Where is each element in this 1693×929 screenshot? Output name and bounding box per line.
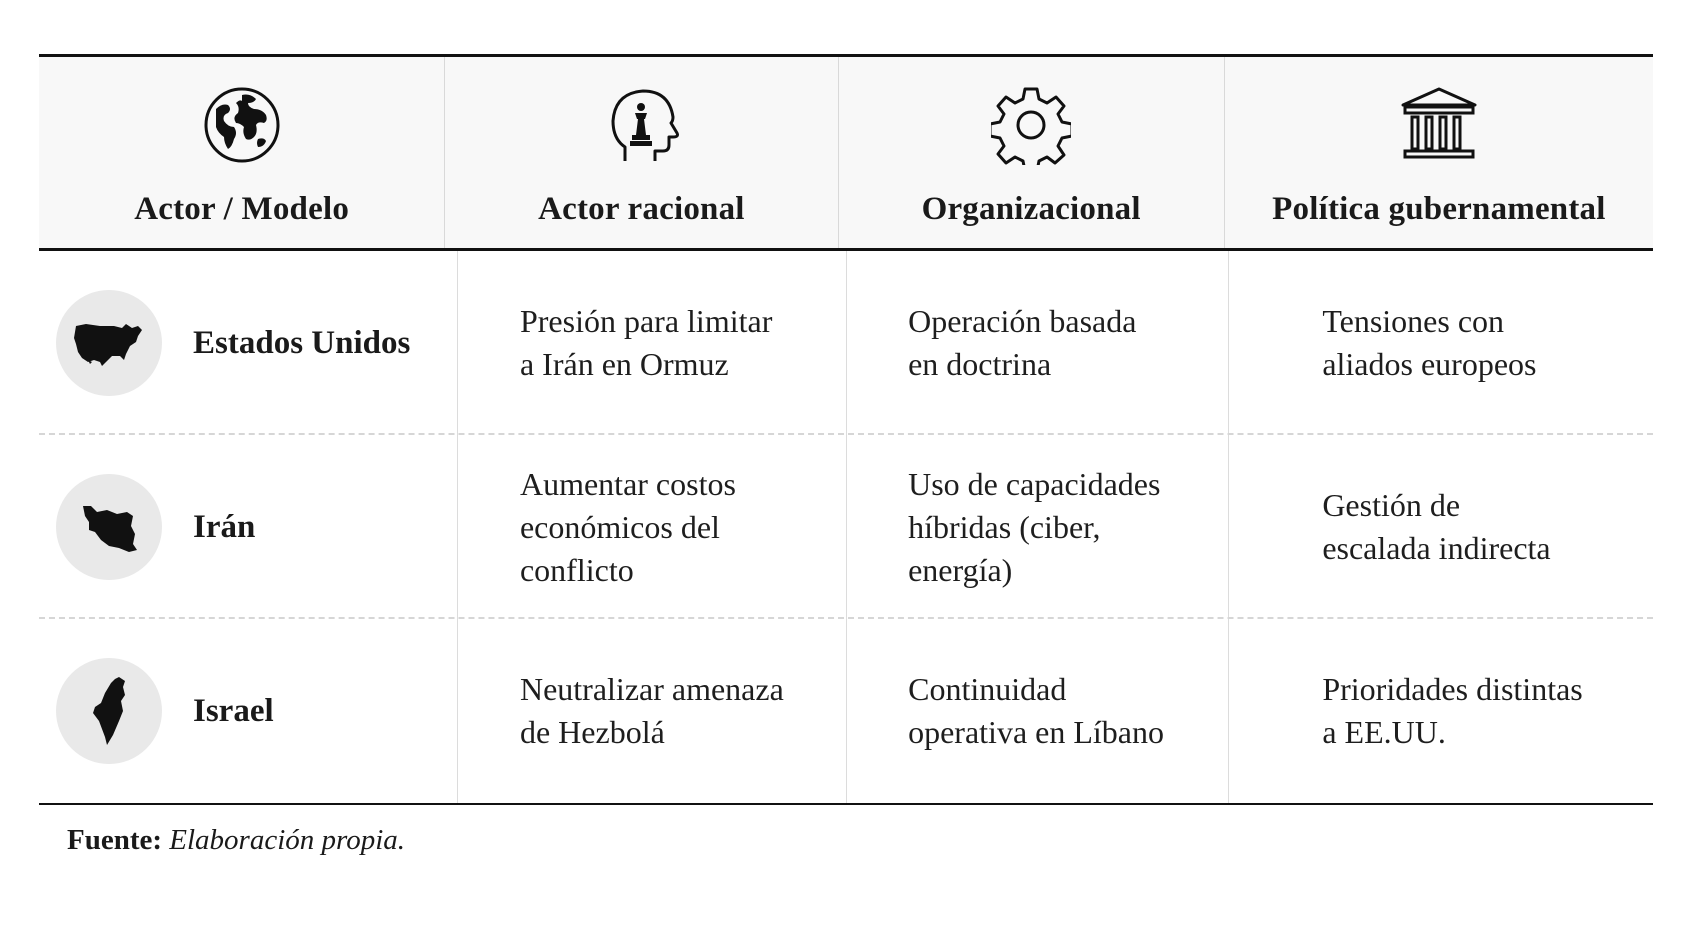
table-row (39, 435, 1653, 619)
governmental-cell (1229, 251, 1653, 435)
actor-name: Irán (193, 508, 256, 545)
actor-cell (39, 435, 458, 619)
cell-text (458, 300, 772, 386)
head-chess-icon (601, 85, 681, 165)
source-text: Elaboración propia. (169, 824, 406, 856)
actor-cell (39, 251, 458, 435)
cell-text (847, 668, 1164, 754)
header-label: Actor / Modelo (134, 191, 350, 227)
organizational-cell (847, 619, 1229, 803)
cell-line: Uso de capacidades (908, 465, 1161, 502)
gear-icon (991, 85, 1071, 165)
source-note (67, 824, 405, 857)
cell-line: Aumentar costos (519, 465, 736, 502)
cell-line: a Irán en Ormuz (519, 346, 729, 382)
source-label: Fuente: (67, 824, 163, 856)
header-label: Actor racional (538, 191, 745, 227)
cell-line: híbridas (ciber, (908, 508, 1101, 545)
rational-cell (458, 251, 847, 435)
iran-map-icon (79, 502, 139, 552)
header-organizational (839, 57, 1225, 248)
comparison-table (39, 54, 1653, 805)
header-label: Organizacional (921, 191, 1141, 227)
organizational-cell (847, 435, 1229, 619)
actor-name: Estados Unidos (193, 324, 411, 361)
cell-line: Operación basada (908, 303, 1137, 339)
cell-line: Gestión de (1322, 487, 1461, 523)
actor-badge (56, 290, 162, 396)
cell-line: Prioridades distintas (1322, 671, 1583, 707)
governmental-cell (1229, 619, 1653, 803)
cell-text (458, 668, 784, 754)
actor-name: Israel (193, 692, 274, 729)
cell-line: conflicto (519, 551, 634, 588)
cell-line: energía) (908, 551, 1013, 588)
israel-map-icon (89, 675, 129, 747)
rational-cell (458, 435, 847, 619)
cell-line: económicos del (519, 508, 720, 545)
cell-line: Tensiones con (1322, 303, 1505, 339)
cell-line: Neutralizar amenaza (519, 671, 784, 707)
table-row (39, 619, 1653, 803)
cell-line: de Hezbolá (519, 714, 665, 750)
table-row (39, 251, 1653, 435)
cell-line: escalada indirecta (1322, 530, 1551, 566)
cell-line: en doctrina (908, 346, 1052, 382)
governmental-cell (1229, 435, 1653, 619)
actor-badge (56, 474, 162, 580)
header-label: Política gubernamental (1272, 191, 1606, 227)
header-government-politics (1225, 57, 1653, 248)
header-row (39, 57, 1653, 248)
globe-icon (202, 85, 282, 165)
cell-text (847, 463, 1160, 592)
cell-text (1229, 484, 1550, 570)
cell-line: a EE.UU. (1322, 714, 1446, 750)
cell-text (458, 463, 736, 592)
cell-line: aliados europeos (1322, 346, 1537, 382)
actor-badge (56, 658, 162, 764)
bottom-rule (39, 803, 1653, 805)
cell-text (1229, 668, 1582, 754)
cell-line: operativa en Líbano (908, 714, 1164, 750)
cell-text (1229, 300, 1536, 386)
usa-map-icon (74, 320, 144, 366)
cell-line: Continuidad (908, 671, 1067, 707)
cell-text (847, 300, 1136, 386)
organizational-cell (847, 251, 1229, 435)
cell-line: Presión para limitar (519, 303, 773, 339)
actor-cell (39, 619, 458, 803)
government-building-icon (1399, 85, 1479, 165)
rational-cell (458, 619, 847, 803)
header-rational-actor (445, 57, 838, 248)
header-actor-model (39, 57, 445, 248)
